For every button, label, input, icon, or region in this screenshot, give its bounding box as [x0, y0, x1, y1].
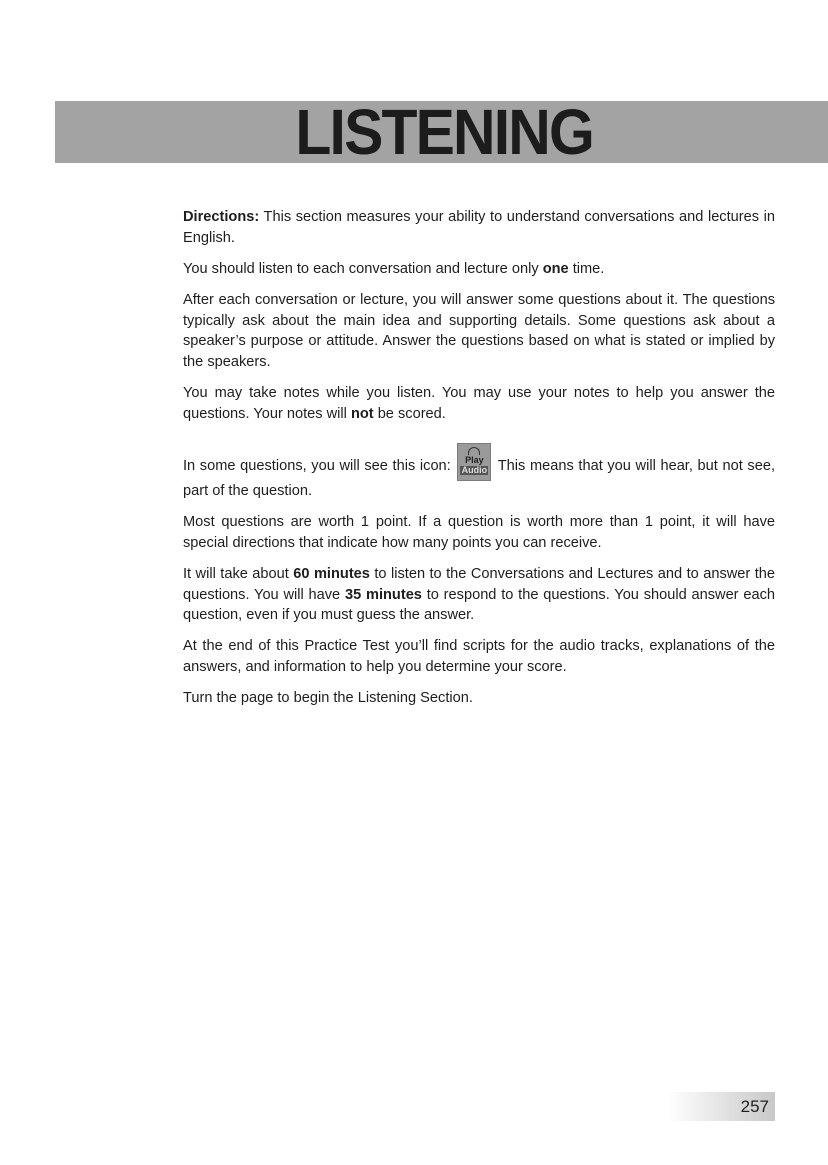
page-number: 257	[668, 1092, 775, 1121]
emphasis: not	[350, 405, 374, 422]
paragraph-text: to respond to the questions. You should answer each question, even if you must guess the answer.	[183, 586, 775, 624]
paragraph-icon	[183, 456, 775, 502]
paragraph-text: In some questions, you will see this icon:	[183, 458, 456, 475]
paragraph-points: Most questions are worth 1 point. If a question is worth more than 1 point, it will have special directions that indicate how many points you can receive.	[183, 514, 775, 551]
paragraph-text: It will take about	[183, 566, 294, 583]
paragraph-turn-page: Turn the page to begin the Listening Section.	[183, 690, 473, 707]
paragraph-text: You should listen to each conversation and lecture only	[183, 260, 543, 277]
play-audio-icon	[457, 443, 491, 481]
directions-label: Directions:	[183, 209, 260, 225]
paragraph-text: to listen to the Conversations and Lectures and to answer the questions. You will have	[183, 566, 775, 603]
paragraph-listen-once	[183, 259, 775, 280]
paragraph-timing	[183, 564, 775, 626]
paragraph-scripts: At the end of this Practice Test you’ll find scripts for the audio tracks, explanations of the answers, and information to help you determine your score.	[183, 638, 775, 676]
icon-label-play: Play	[465, 455, 484, 466]
icon-label-audio: Audio	[461, 465, 488, 476]
paragraph-text: You may take notes while you listen. You may use your notes to help you answer the questions. Your notes will	[183, 384, 775, 422]
paragraph-text: time.	[568, 260, 605, 277]
paragraph-directions	[183, 207, 775, 248]
paragraph-questions: After each conversation or lecture, you will answer some questions about it. The questions typically ask about the main idea and supporting details. Some questions ask about a speaker’s purpose or attitude. Answer the questions based on what is stated or implied by the speakers.	[183, 291, 775, 370]
headphones-icon	[468, 447, 480, 455]
emphasis: 60 minutes	[293, 566, 370, 583]
emphasis: 35 minutes	[344, 586, 422, 603]
section-title: LISTENING	[295, 96, 593, 168]
paragraph-text: This section measures your ability to understand conversations and lectures in English.	[183, 209, 775, 246]
emphasis: one	[542, 260, 569, 277]
paragraph-text: be scored.	[373, 405, 446, 422]
directions-body	[183, 207, 775, 719]
paragraph-notes	[183, 383, 775, 424]
paragraph-text: This means that you will hear, but not see, part of the question.	[183, 458, 775, 500]
